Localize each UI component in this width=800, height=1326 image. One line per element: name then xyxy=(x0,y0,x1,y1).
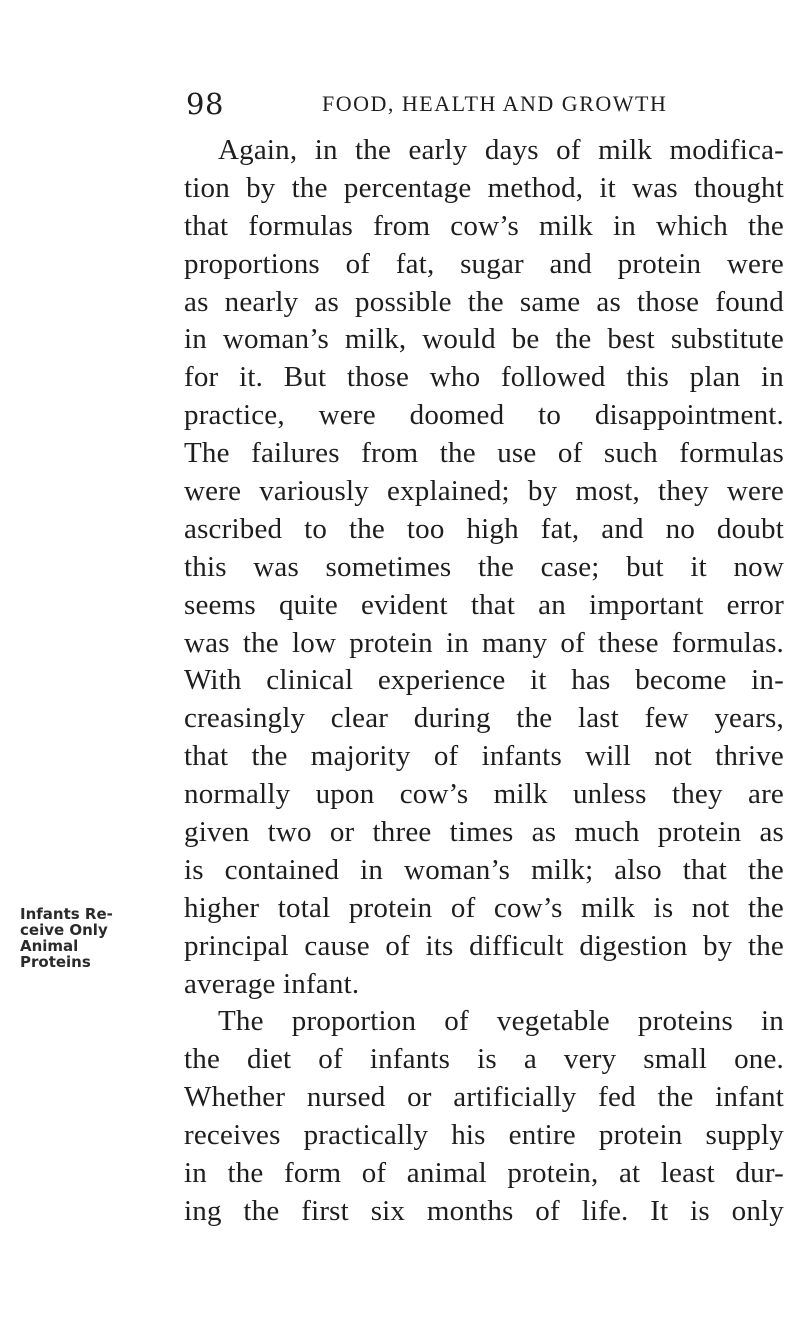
running-title: FOOD, HEALTH AND GROWTH xyxy=(322,91,668,116)
text-line: is contained in woman’s milk; also that the xyxy=(184,853,784,886)
text-line: average infant. xyxy=(184,967,360,1000)
text-line: this was sometimes the case; but it now xyxy=(184,550,784,583)
page-header xyxy=(186,84,766,124)
text-line: as nearly as possible the same as those found xyxy=(184,285,784,318)
text-line: that formulas from cow’s milk in which the xyxy=(184,209,784,242)
margin-note-line: Animal xyxy=(20,937,79,955)
text-line: receives practically his entire protein supply xyxy=(184,1119,784,1152)
text-line: the diet of infants is a very small one. xyxy=(184,1043,784,1076)
text-line: in the form of animal protein, at least dur- xyxy=(184,1157,784,1190)
margin-note xyxy=(20,906,150,970)
text-line: seems quite evident that an important error xyxy=(184,588,784,621)
page-number: 98 xyxy=(186,87,224,121)
text-line: given two or three times as much protein as xyxy=(184,816,784,849)
text-line: practice, were doomed to disappointment. xyxy=(184,399,784,432)
text-line: ing the first six months of life. It is only xyxy=(184,1194,784,1227)
text-line: creasingly clear during the last few years, xyxy=(184,702,784,735)
text-line: proportions of fat, sugar and protein were xyxy=(184,247,784,280)
margin-note-line: Proteins xyxy=(20,953,91,971)
text-line: higher total protein of cow’s milk is not the xyxy=(184,891,784,924)
text-line: principal cause of its difficult digestion by the xyxy=(184,929,784,962)
text-line: Again, in the early days of milk modifica- xyxy=(218,134,784,166)
text-line: Whether nursed or artificially fed the infant xyxy=(184,1081,784,1114)
body-text xyxy=(184,132,784,1231)
text-line: normally upon cow’s milk unless they are xyxy=(184,778,784,811)
margin-note-line: Infants Re- xyxy=(20,905,113,923)
text-line: ascribed to the too high fat, and no doubt xyxy=(184,512,784,545)
text-line: were variously explained; by most, they were xyxy=(184,475,784,508)
text-line: for it. But those who followed this plan in xyxy=(184,361,784,394)
text-line: The failures from the use of such formulas xyxy=(184,437,784,470)
text-line: tion by the percentage method, it was thought xyxy=(184,171,784,204)
text-line: With clinical experience it has become in- xyxy=(184,664,784,697)
text-line: in woman’s milk, would be the best substitute xyxy=(184,323,784,356)
text-line: The proportion of vegetable proteins in xyxy=(218,1005,784,1038)
text-line: was the low protein in many of these formulas. xyxy=(184,626,784,659)
margin-note-line: ceive Only xyxy=(20,921,108,939)
text-line: that the majority of infants will not thrive xyxy=(184,740,784,773)
